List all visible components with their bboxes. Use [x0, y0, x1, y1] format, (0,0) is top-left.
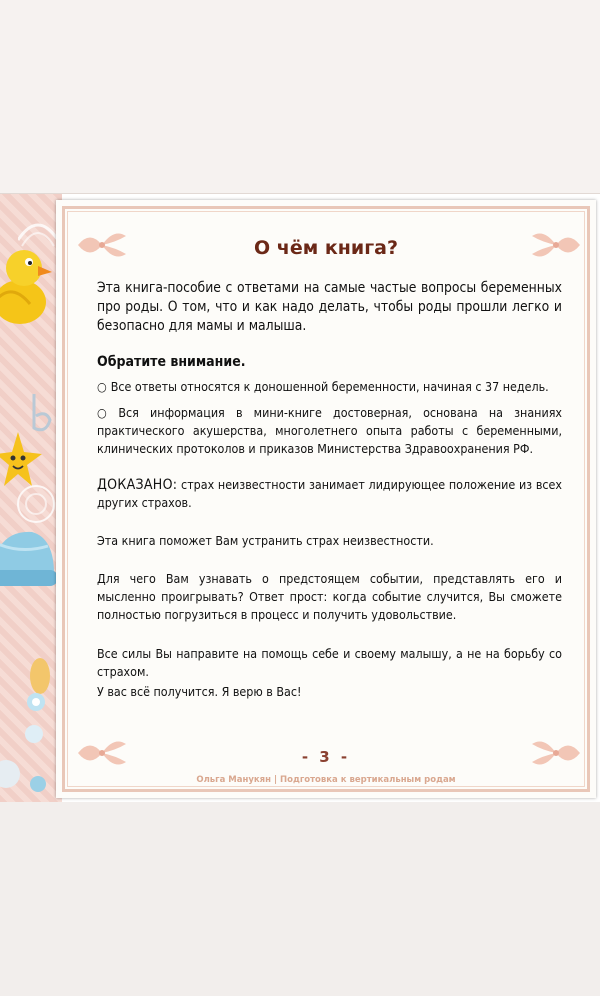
duck-icon [0, 242, 52, 328]
list-item-text: Все ответы относятся к доношенной беременности, начиная с 37 недель. [110, 379, 549, 394]
list-item [97, 404, 562, 458]
lace-icon [18, 200, 58, 250]
why-paragraph: Для чего Вам узнавать о предстоящем событии, представлять его и мысленно проигрывать? Ответ прост: когда событие случится, Вы сможете полностью погрузиться в процесс и получить удовольствие. [97, 571, 562, 622]
proved-label: ДОКАЗАНО: [97, 477, 178, 493]
rattle-icon [0, 722, 54, 802]
page-content [97, 279, 562, 701]
list-item [97, 378, 562, 396]
book-page [56, 200, 596, 798]
top-blank-area [0, 0, 600, 193]
page-title: О чём книга? [254, 237, 398, 259]
page-number: - 3 - [301, 748, 351, 766]
bullet-icon: ○ [97, 379, 107, 394]
fear-paragraph: Эта книга поможет Вам устранить страх неизвестности. [97, 533, 434, 548]
bottom-blank-area [0, 802, 600, 996]
bullet-icon: ○ [97, 405, 115, 420]
letter-icon [28, 390, 58, 434]
pacifier-icon [14, 654, 58, 714]
proved-paragraph [97, 476, 562, 512]
baby-hat-icon [0, 524, 58, 590]
list-item-text: Вся информация в мини-книге достоверная, основана на знаниях практического акушерства, многолетнего опыта работы с беременными, клинических протоколов и приказов Министерства Здравоохранения РФ. [97, 405, 562, 456]
doily-icon [14, 482, 58, 526]
attention-heading: Обратите внимание. [97, 354, 246, 370]
book-page-image [0, 193, 600, 804]
page-footer: Ольга Манукян | Подготовка к вертикальным родам [196, 775, 456, 785]
intro-paragraph: Эта книга-пособие с ответами на самые частые вопросы беременных про роды. О том, что и как надо делать, чтобы роды прошли легко и безопасно для мамы и малыша. [97, 280, 562, 334]
star-icon [0, 430, 42, 490]
closing-line: У вас всё получится. Я верю в Вас! [97, 684, 302, 699]
decorative-sidebar [0, 194, 62, 803]
proved-text: страх неизвестности занимает лидирующее положение из всех других страхов. [97, 477, 562, 510]
forces-paragraph: Все силы Вы направите на помощь себе и своему малышу, а не на борьбу со страхом. [97, 646, 562, 679]
